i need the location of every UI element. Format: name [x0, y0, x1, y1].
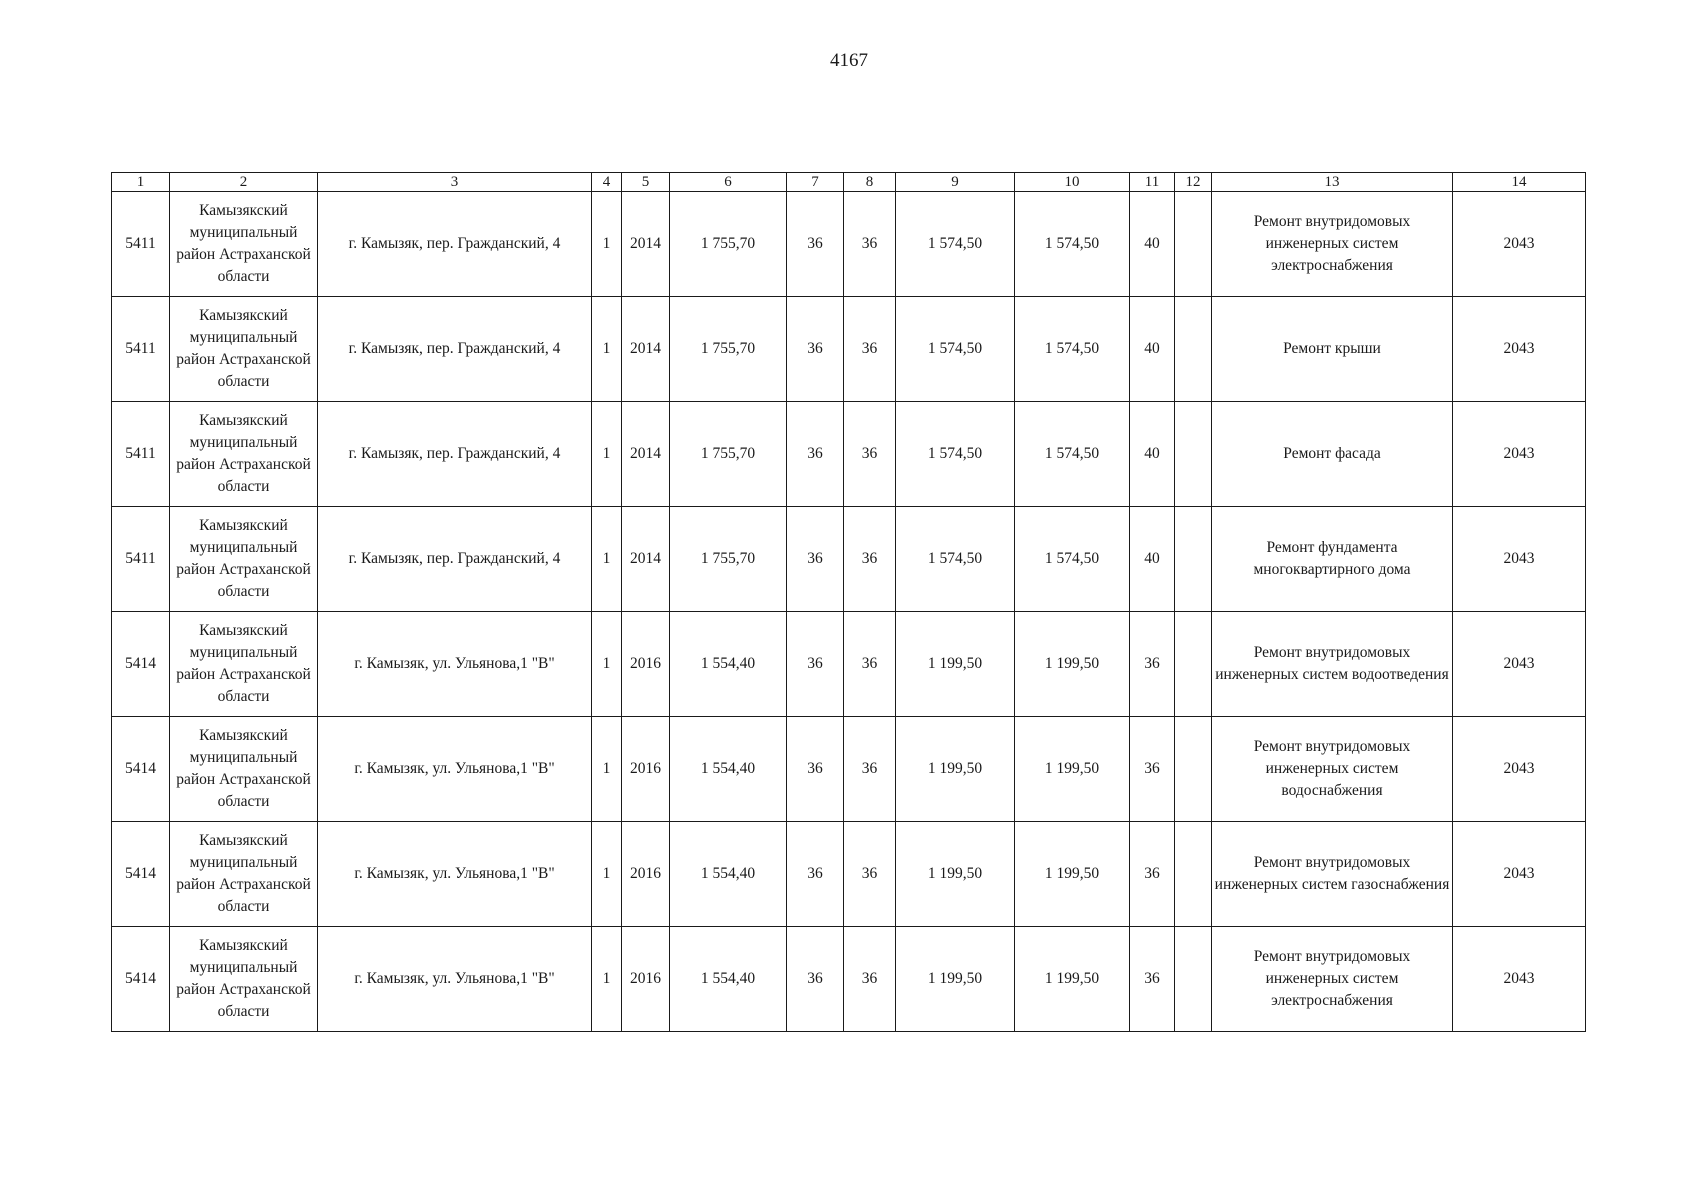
address: г. Камызяк, пер. Гражданский, 4 — [318, 402, 592, 507]
house-id: 5414 — [112, 927, 170, 1032]
municipality: Камызякский муниципальный район Астраханской области — [170, 717, 318, 822]
col-header: 13 — [1212, 173, 1453, 192]
planned-year: 2043 — [1453, 717, 1586, 822]
house-id: 5414 — [112, 822, 170, 927]
address: г. Камызяк, пер. Гражданский, 4 — [318, 297, 592, 402]
cell-col-9: 1 199,50 — [896, 612, 1015, 717]
work-type: Ремонт внутридомовых инженерных систем газоснабжения — [1212, 822, 1453, 927]
col-header: 10 — [1015, 173, 1130, 192]
cell-col-11: 36 — [1130, 822, 1175, 927]
planned-year: 2043 — [1453, 822, 1586, 927]
cell-col-8: 36 — [844, 822, 896, 927]
cell-col-10: 1 574,50 — [1015, 297, 1130, 402]
planned-year: 2043 — [1453, 927, 1586, 1032]
municipality: Камызякский муниципальный район Астраханской области — [170, 192, 318, 297]
cell-col-11: 40 — [1130, 402, 1175, 507]
year: 2014 — [622, 297, 670, 402]
col-header: 3 — [318, 173, 592, 192]
table-row — [112, 297, 1586, 402]
cell-col-8: 36 — [844, 507, 896, 612]
cell-col-11: 36 — [1130, 717, 1175, 822]
table-row — [112, 192, 1586, 297]
col-header: 4 — [592, 173, 622, 192]
col-header: 14 — [1453, 173, 1586, 192]
work-type: Ремонт фундамента многоквартирного дома — [1212, 507, 1453, 612]
house-id: 5411 — [112, 507, 170, 612]
cell-col-7: 36 — [787, 297, 844, 402]
col-header: 6 — [670, 173, 787, 192]
page-number: 4167 — [830, 50, 868, 71]
table-row — [112, 402, 1586, 507]
planned-year: 2043 — [1453, 192, 1586, 297]
cell-col-9: 1 199,50 — [896, 717, 1015, 822]
year: 2014 — [622, 402, 670, 507]
cell-col-11: 40 — [1130, 507, 1175, 612]
house-id: 5411 — [112, 297, 170, 402]
cell-col-10: 1 199,50 — [1015, 717, 1130, 822]
cell-col-10: 1 199,50 — [1015, 927, 1130, 1032]
cell-col-10: 1 199,50 — [1015, 822, 1130, 927]
cell-col-12 — [1175, 927, 1212, 1032]
cell-col-12 — [1175, 192, 1212, 297]
cell-col-12 — [1175, 297, 1212, 402]
repair-schedule-table — [111, 172, 1586, 1032]
house-id: 5414 — [112, 612, 170, 717]
col-header: 11 — [1130, 173, 1175, 192]
cell-col-11: 40 — [1130, 192, 1175, 297]
cell-col-10: 1 574,50 — [1015, 192, 1130, 297]
house-id: 5411 — [112, 402, 170, 507]
cell-col-7: 36 — [787, 192, 844, 297]
table-row — [112, 927, 1586, 1032]
cell-col-7: 36 — [787, 927, 844, 1032]
house-id: 5414 — [112, 717, 170, 822]
address: г. Камызяк, ул. Ульянова,1 "В" — [318, 927, 592, 1032]
cell-col-6: 1 554,40 — [670, 927, 787, 1032]
work-type: Ремонт крыши — [1212, 297, 1453, 402]
cell-col-6: 1 554,40 — [670, 717, 787, 822]
table-row — [112, 717, 1586, 822]
cell-col-8: 36 — [844, 297, 896, 402]
house-id: 5411 — [112, 192, 170, 297]
col-header: 12 — [1175, 173, 1212, 192]
cell-col-12 — [1175, 822, 1212, 927]
col-header: 7 — [787, 173, 844, 192]
municipality: Камызякский муниципальный район Астраханской области — [170, 507, 318, 612]
cell-col-9: 1 574,50 — [896, 192, 1015, 297]
col-header: 8 — [844, 173, 896, 192]
work-type: Ремонт внутридомовых инженерных систем электроснабжения — [1212, 927, 1453, 1032]
address: г. Камызяк, пер. Гражданский, 4 — [318, 507, 592, 612]
cell-col-8: 36 — [844, 402, 896, 507]
planned-year: 2043 — [1453, 402, 1586, 507]
cell-col-7: 36 — [787, 402, 844, 507]
cell-col-8: 36 — [844, 927, 896, 1032]
planned-year: 2043 — [1453, 297, 1586, 402]
work-type: Ремонт фасада — [1212, 402, 1453, 507]
cell-col-10: 1 574,50 — [1015, 507, 1130, 612]
cell-col-7: 36 — [787, 717, 844, 822]
address: г. Камызяк, ул. Ульянова,1 "В" — [318, 822, 592, 927]
cell-col-4: 1 — [592, 297, 622, 402]
cell-col-6: 1 554,40 — [670, 612, 787, 717]
cell-col-10: 1 574,50 — [1015, 402, 1130, 507]
col-header: 9 — [896, 173, 1015, 192]
municipality: Камызякский муниципальный район Астраханской области — [170, 402, 318, 507]
municipality: Камызякский муниципальный район Астраханской области — [170, 927, 318, 1032]
cell-col-6: 1 554,40 — [670, 822, 787, 927]
year: 2016 — [622, 717, 670, 822]
table-row — [112, 612, 1586, 717]
cell-col-9: 1 574,50 — [896, 297, 1015, 402]
planned-year: 2043 — [1453, 612, 1586, 717]
cell-col-4: 1 — [592, 402, 622, 507]
cell-col-10: 1 199,50 — [1015, 612, 1130, 717]
cell-col-11: 36 — [1130, 612, 1175, 717]
cell-col-7: 36 — [787, 612, 844, 717]
cell-col-12 — [1175, 402, 1212, 507]
address: г. Камызяк, пер. Гражданский, 4 — [318, 192, 592, 297]
cell-col-7: 36 — [787, 822, 844, 927]
col-header: 5 — [622, 173, 670, 192]
cell-col-9: 1 199,50 — [896, 822, 1015, 927]
year: 2016 — [622, 927, 670, 1032]
cell-col-9: 1 574,50 — [896, 402, 1015, 507]
table-row — [112, 507, 1586, 612]
year: 2014 — [622, 192, 670, 297]
cell-col-8: 36 — [844, 192, 896, 297]
col-header: 2 — [170, 173, 318, 192]
cell-col-6: 1 755,70 — [670, 402, 787, 507]
municipality: Камызякский муниципальный район Астраханской области — [170, 297, 318, 402]
cell-col-11: 40 — [1130, 297, 1175, 402]
cell-col-4: 1 — [592, 507, 622, 612]
cell-col-12 — [1175, 507, 1212, 612]
cell-col-6: 1 755,70 — [670, 297, 787, 402]
cell-col-6: 1 755,70 — [670, 192, 787, 297]
work-type: Ремонт внутридомовых инженерных систем водоснабжения — [1212, 717, 1453, 822]
cell-col-7: 36 — [787, 507, 844, 612]
municipality: Камызякский муниципальный район Астраханской области — [170, 612, 318, 717]
col-header: 1 — [112, 173, 170, 192]
address: г. Камызяк, ул. Ульянова,1 "В" — [318, 612, 592, 717]
address: г. Камызяк, ул. Ульянова,1 "В" — [318, 717, 592, 822]
cell-col-4: 1 — [592, 717, 622, 822]
cell-col-12 — [1175, 612, 1212, 717]
cell-col-11: 36 — [1130, 927, 1175, 1032]
cell-col-4: 1 — [592, 192, 622, 297]
work-type: Ремонт внутридомовых инженерных систем водоотведения — [1212, 612, 1453, 717]
cell-col-4: 1 — [592, 822, 622, 927]
cell-col-9: 1 574,50 — [896, 507, 1015, 612]
cell-col-6: 1 755,70 — [670, 507, 787, 612]
cell-col-12 — [1175, 717, 1212, 822]
year: 2016 — [622, 822, 670, 927]
cell-col-4: 1 — [592, 927, 622, 1032]
column-number-row — [112, 173, 1586, 192]
year: 2014 — [622, 507, 670, 612]
cell-col-8: 36 — [844, 717, 896, 822]
cell-col-8: 36 — [844, 612, 896, 717]
work-type: Ремонт внутридомовых инженерных систем электроснабжения — [1212, 192, 1453, 297]
year: 2016 — [622, 612, 670, 717]
cell-col-4: 1 — [592, 612, 622, 717]
cell-col-9: 1 199,50 — [896, 927, 1015, 1032]
table-row — [112, 822, 1586, 927]
planned-year: 2043 — [1453, 507, 1586, 612]
municipality: Камызякский муниципальный район Астраханской области — [170, 822, 318, 927]
